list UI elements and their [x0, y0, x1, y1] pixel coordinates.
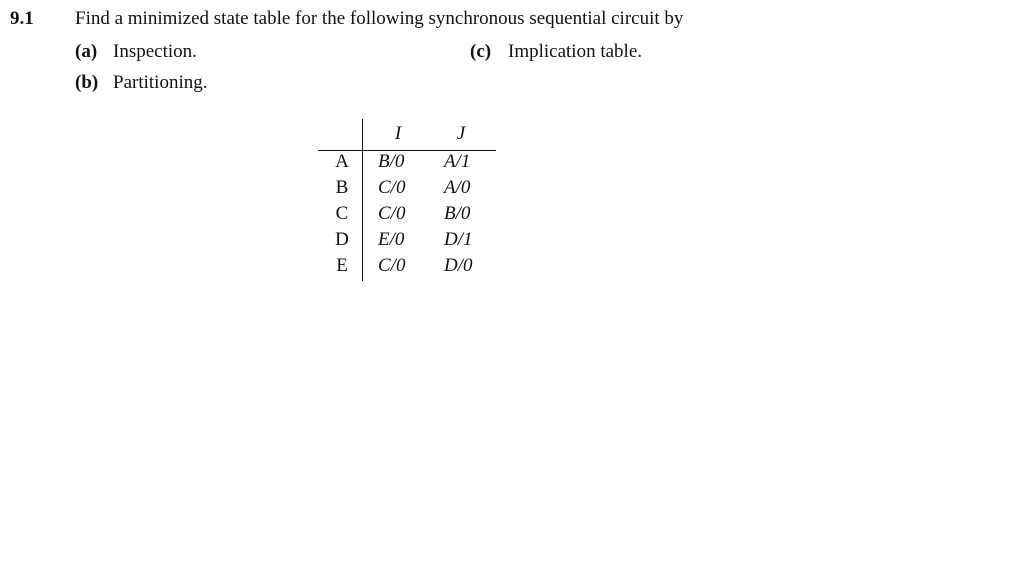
next-state-i: B/0 [378, 151, 405, 172]
part-b [75, 72, 207, 94]
part-c-label: (c) [470, 41, 492, 62]
state-label: C [335, 203, 349, 224]
problem-number: 9.1 [10, 8, 34, 29]
state-label: B [335, 177, 349, 198]
table-row [318, 229, 496, 255]
state-label: E [336, 255, 348, 276]
next-state-i: C/0 [378, 177, 406, 198]
state-label: D [335, 229, 349, 250]
column-header-i: I [394, 123, 402, 144]
next-state-i: C/0 [378, 255, 406, 276]
part-c [470, 41, 642, 63]
problem-statement: Find a minimized state table for the following synchronous sequential circuit by [75, 8, 684, 29]
table-row [318, 177, 496, 203]
next-state-j: D/1 [444, 229, 473, 250]
next-state-j: D/0 [444, 255, 473, 276]
next-state-j: A/0 [444, 177, 471, 198]
table-row [318, 255, 496, 281]
next-state-j: B/0 [444, 203, 471, 224]
part-a-text: Inspection. [113, 41, 197, 62]
next-state-i: E/0 [378, 229, 405, 250]
table-row [318, 151, 496, 177]
next-state-j: A/1 [444, 151, 471, 172]
part-a-label: (a) [75, 41, 98, 62]
part-b-label: (b) [75, 72, 99, 93]
part-b-text: Partitioning. [113, 72, 208, 93]
next-state-i: C/0 [378, 203, 406, 224]
state-label: A [335, 151, 349, 172]
column-header-j: J [456, 123, 466, 144]
part-c-text: Implication table. [508, 41, 643, 62]
state-table [318, 119, 496, 281]
table-row [318, 203, 496, 229]
part-a [75, 41, 197, 63]
